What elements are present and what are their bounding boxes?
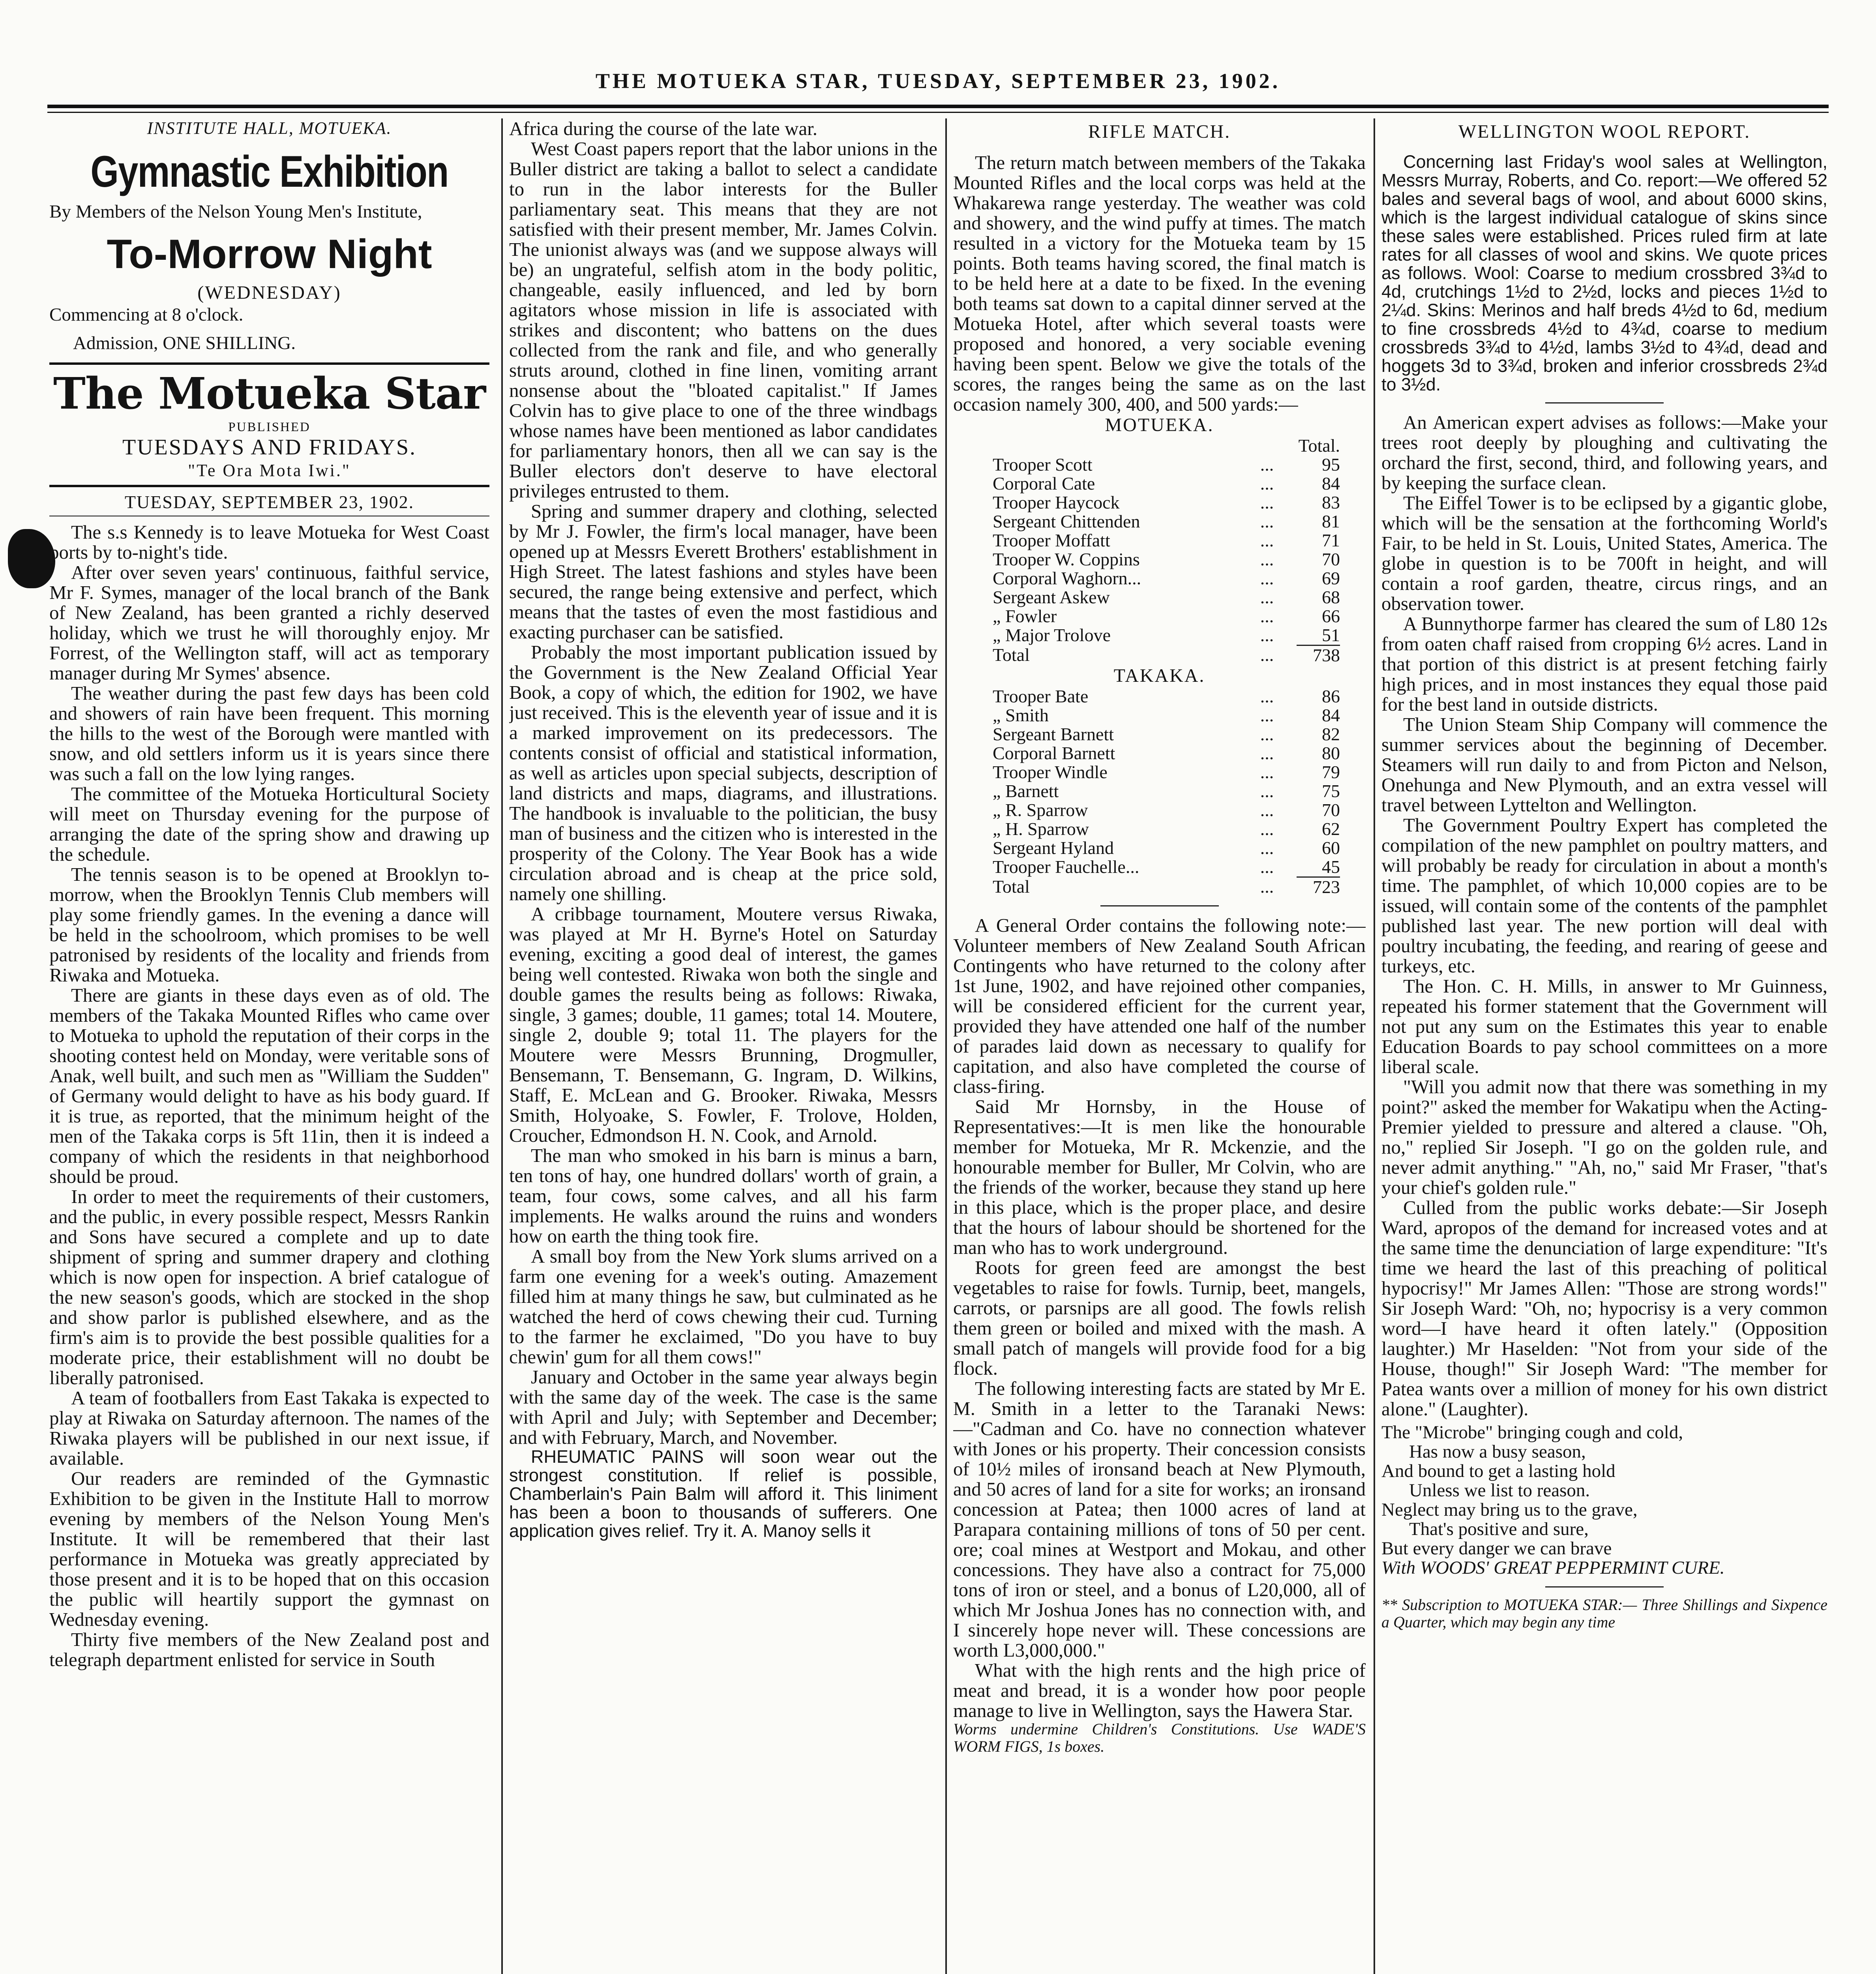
score-row [993,763,1340,782]
separator [1545,402,1664,403]
dots: ... [1260,473,1274,494]
dots: ... [1260,587,1274,607]
advert-paragraph: RHEUMATIC PAINS will soon wear out the strongest constitution. If relief is possible, Chamberlain's Pain Balm will afford it. This liniment has been a boon to thousands of sufferers. One application gives relief. Try it. A. Manoy sells it [509,1447,937,1541]
poem-line: Unless we list to reason. [1409,1480,1590,1501]
news-paragraph: Africa during the course of the late war. [509,118,817,139]
competitor-score: 95 [1322,454,1340,475]
ad-when: To-Morrow Night [107,231,432,277]
worm-figs-footnote: Worms undermine Children's Constitutions. Use WADE'S WORM FIGS, 1s boxes. [953,1720,1366,1755]
rifle-match-heading: RIFLE MATCH. [1088,121,1231,142]
poem-line: And bound to get a lasting hold [1381,1461,1615,1481]
news-paragraph: Said Mr Hornsby, in the House of Representatives:—It is men like the honourable member for Motueka, Mr R. Mckenzie, and the honourable member for Buller, Mr Colvin, who are the friends of the worker, because they stand up here in this place, which is the proper place, and desire that the hours of labour should be shortened for the man who has to work underground. [953,1096,1366,1258]
dots: ... [1260,549,1274,569]
ad-by-line: By Members of the Nelson Young Men's Institute, [49,201,422,222]
score-row [993,626,1340,645]
newspaper-header: THE MOTUEKA STAR, TUESDAY, SEPTEMBER 23, 1902. [595,69,1281,93]
news-paragraph: A General Order contains the following note:—Volunteer members of New Zealand South African Contingents who have returned to the colony after 1st June, 1902, and have rejoined other companies, will be considered efficient for the current year, provided they have attended one half of the number of parades laid down as necessary to qualify for capitation, and also have completed the course of class-firing. [953,914,1366,1097]
news-paragraph: The Hon. C. H. Mills, in answer to Mr Guinness, repeated his former statement that the Government will not put any sum on the Estimates this year to enable Education Boards to pay school committees on a more liberal scale. [1381,975,1827,1077]
score-row [993,744,1340,763]
ad-title: Gymnastic Exhibition [90,147,448,196]
poem-line: But every danger we can brave [1381,1538,1612,1559]
news-paragraph: The return match between members of the Takaka Mounted Rifles and the local corps was held at the Whakarewa range yesterday. The weather was cold and showery, and the wind puffy at times. The match resulted in a victory for the Motueka team by 15 points. Both teams having scored, the final match is to be held here at a date to be fixed. In the evening both teams sat down to a capital dinner served at the Motueka Hotel, after which several toasts were proposed and honored, a very sociable evening having been spent. Below we give the totals of the scores, the ranges being the same as on the last occasion namely 300, 400, and 500 yards:— [953,152,1366,415]
news-paragraph: Our readers are reminded of the Gymnastic Exhibition to be given in the Institute Hall to morrow evening by members of the Nelson Young Men's Institute. It will be remembered that their last performance in Motueka was greatly appreciated by those present and it is to be hoped that on this occasion the public will heartily support the gymnast on Wednesday evening. [49,1467,489,1630]
dots: ... [1260,511,1274,531]
dots: ... [1260,819,1274,839]
ad-time: Commencing at 8 o'clock. [49,304,244,325]
total-value: 738 [1297,645,1340,665]
competitor-score: 82 [1322,724,1340,744]
score-row [993,858,1340,877]
column-2 [509,118,937,1974]
dots: ... [1260,743,1274,763]
competitor-score: 69 [1322,568,1340,588]
news-paragraph: The Government Poultry Expert has completed the compilation of the new pamphlet on poultry matters, and will probably be ready for circulation in about a month's time. The pamphlet, of which 10,000 copies are to be issued, will contain some of the contents of the pamphlet published last year. The new portion will deal with poultry incubating, the feeding, and rearing of geese and turkeys, etc. [1381,814,1827,977]
wool-report: Concerning last Friday's wool sales at Wellington, Messrs Murray, Roberts, and Co. report:—We offered 52 bales and several bags of wool, and about 6000 skins, which is the largest individual catalogue of skins since these sales were established. Prices ruled firm at late rates for all classes of wool and skins. We quote prices as follows. Wool: Coarse to medium crossbred 3¾d to 4d, crutchings 1½d to 2½d, locks and pieces 1½d to 2¼d. Skins: Merinos and half breds 4½d to 6d, medium to fine crossbreds 4½d to 4¾d, coarse to medium crossbreds 3¾d to 4½d, lambs 3½d to 4¾d, dead and hoggets 3d to 3¾d, broken and inferior crossbreds 2¾d to 3½d. [1381,152,1827,394]
news-paragraph: "Will you admit now that there was something in my point?" asked the member for Wakatipu when the Acting-Premier yielded to pressure and altered a clause. "Oh, no," replied Sir Joseph. "I go on the golden rule, and never admit anything." "Ah, no," said Mr Fraser, "that's your chief's golden rule." [1381,1076,1827,1198]
news-paragraph: The weather during the past few days has been cold and showers of rain have been frequent. This morning the hills to the west of the Borough were mantled with snow, and old settlers inform us it is years since there was such a fall on the low lying ranges. [49,682,489,784]
header-rule-thin [47,112,1829,113]
news-paragraph: The Union Steam Ship Company will commence the summer services about the beginning of December. Steamers will run daily to and from Picton and Nelson, Onehunga and New Plymouth, and an extra vessel will travel between Lyttelton and Wellington. [1381,713,1827,816]
header-rule [47,105,1829,108]
score-row [993,588,1340,607]
competitor-score: 84 [1322,473,1340,494]
competitor-score: 71 [1322,530,1340,550]
total-value: 723 [1297,877,1340,897]
dots: ... [1260,625,1274,645]
competitor-score: 45 [1322,857,1340,877]
column-divider [945,118,947,1974]
news-paragraph: There are giants in these days even as of old. The members of the Takaka Mounted Rifles who came over to Motueka to uphold the reputation of their corps in the shooting contest held on Monday, were veritable sons of Anak, well built, and such men as "William the Sudden" of Germany would delight to have as his body guard. If it is true, as reported, that the minimum height of the men of the Takaka corps is 5ft 11in, then it is indeed a company of which the residents in that neighborhood should be proud. [49,984,489,1187]
news-paragraph: The Eiffel Tower is to be eclipsed by a gigantic globe, which will be the sensation at the forthcoming World's Fair, to be held in St. Louis, United States, America. The globe in question is to be 700ft in height, and will contain a roof garden, theatre, circus rings, and an observation tower. [1381,492,1827,614]
competitor-name: „ Fowler [993,606,1057,626]
news-paragraph: The following interesting facts are stated by Mr E. M. Smith in a letter to the Taranaki News:—"Cadman and Co. have no connection whatever with Jones or his property. Their concession consists of 10½ miles of ironsand beach at New Plymouth, and 50 acres of land for a site for works; an ironsand concession at Patea; then 1000 acres of land at Parapara containing millions of tons of 50 per cent. ore; coal mines at Westport and Mokau, and other concessions. They have also a contract for 75,000 tons of iron or steel, and a bonus of L20,000, all of which Mr Joshua Jones has no connection with, and I sincerely hope never will. These concessions are worth L3,000,000." [953,1377,1366,1661]
rule [49,485,489,487]
poem-line: Neglect may bring us to the grave, [1381,1499,1638,1520]
separator [1100,905,1219,906]
poem-line: With WOODS' GREAT PEPPERMINT CURE. [1381,1557,1725,1578]
publication-days: TUESDAYS AND FRIDAYS. [122,435,417,460]
competitor-score: 84 [1322,705,1340,725]
column-3 [953,118,1366,1974]
paper-title: The Motueka Star [53,368,486,419]
score-row [993,801,1340,820]
total-label: Total [993,644,1030,665]
competitor-score: 68 [1322,587,1340,607]
microbe-poem [1381,1423,1827,1578]
competitor-score: 81 [1322,511,1340,531]
dots: ... [1260,838,1274,858]
score-row [993,607,1340,626]
score-row [993,569,1340,588]
paper-motto: "Te Ora Mota Iwi." [188,461,351,480]
dateline: TUESDAY, SEPTEMBER 23, 1902. [124,492,414,512]
competitor-name: Corporal Barnett [993,743,1115,763]
competitor-name: Corporal Cate [993,473,1095,494]
ad-day: (WEDNESDAY) [197,282,341,303]
dots: ... [1260,724,1274,744]
score-row [993,839,1340,858]
poem-line: The "Microbe" bringing cough and cold, [1381,1422,1683,1443]
competitor-name: Trooper Haycock [993,492,1120,512]
competitor-score: 51 [1322,625,1340,645]
motueka-scores-table [993,436,1340,665]
competitor-name: „ Major Trolove [993,625,1111,645]
poem-line: Has now a busy season, [1409,1441,1586,1462]
dots: ... [1260,454,1274,475]
news-paragraph: A cribbage tournament, Moutere versus Riwaka, was played at Mr H. Byrne's Hotel on Saturday evening, exciting a good deal of interest, the games being well contested. Riwaka won both the single and double games the results being as follows: Riwaka, single, 3 games; double, 11 games; total 14. Moutere, single 2, double 9; total 11. The players for the Moutere were Messrs Brunning, Drogmuller, Bensemann, T. Bensemann, G. Ingram, D. Wilkins, Staff, E. McLean and G. Brooker. Riwaka, Messrs Smith, Holyoake, S. Fowler, F. Trolove, Holden, Croucher, Edmondson H. N. Cook, and Arnold. [509,903,937,1146]
competitor-name: „ R. Sparrow [993,800,1088,820]
competitor-score: 79 [1322,762,1340,782]
competitor-name: Trooper W. Coppins [993,549,1140,569]
competitor-score: 66 [1322,606,1340,626]
news-paragraph: A team of footballers from East Takaka is expected to play at Riwaka on Saturday afternoon. The names of the Riwaka players will be published in our next issue, if available. [49,1387,489,1469]
total-column-header: Total. [1298,435,1340,456]
gymnastic-advert [49,118,489,354]
ad-venue: INSTITUTE HALL, MOTUEKA. [147,118,392,138]
team-label-takaka: TAKAKA. [1113,665,1205,686]
news-paragraph: Roots for green feed are amongst the best vegetables to raise for fowls. Turnip, beet, mangels, carrots, or parsnips are all good. The fowls relish them green or boiled and mixed with the mash. A small patch of mangels will provide food for a big flock. [953,1257,1366,1379]
competitor-name: Sergeant Askew [993,587,1110,607]
news-paragraph: Thirty five members of the New Zealand post and telegraph department enlisted for service in South [49,1629,489,1670]
news-paragraph: Culled from the public works debate:—Sir Joseph Ward, apropos of the demand for increased votes and at the same time the denunciation of large expenditure: "It's time we heard the last of this preaching of political hypocrisy!" Mr James Allen: "Those are strong words!" Sir Joseph Ward: "Oh, no; hypocrisy is a very common word—I have heard it often lately." (Opposition laughter.) Mr Haselden: "Not from your side of the House, though!" Sir Joseph Ward: "The member for Patea wants over a million of money for his own district alone." (Laughter). [1381,1197,1827,1420]
column-divider [501,118,503,1974]
competitor-score: 62 [1322,819,1340,839]
wool-report-heading: WELLINGTON WOOL REPORT. [1458,121,1751,142]
competitor-name: Trooper Scott [993,454,1093,475]
score-row [993,725,1340,744]
competitor-name: Corporal Waghorn... [993,568,1141,588]
takaka-scores-table [993,687,1340,897]
news-paragraph: A small boy from the New York slums arrived on a farm one evening for a week's outing. Amazement filled him at many things he saw, but culminated as he watched the herd of cows chewing their cud. Turning to the farmer he exclaimed, "Do you have to buy chewin' gum for all them cows!" [509,1245,937,1368]
competitor-score: 60 [1322,838,1340,858]
competitor-score: 86 [1322,686,1340,706]
competitor-name: Sergeant Chittenden [993,511,1140,531]
separator [1545,1586,1664,1587]
news-paragraph: In order to meet the requirements of their customers, and the public, in every possible respect, Messrs Rankin and Sons have secured a complete and up to date shipment of spring and summer drapery and clothing which is now open for inspection. A brief catalogue of the new season's goods, which are stocked in the shop and show parlor is published elsewhere, and as the firm's aim is to provide the best possible qualities for a moderate price, their establishment will no doubt be liberally patronised. [49,1186,489,1389]
dots: ... [1260,876,1274,897]
published-label: PUBLISHED [228,420,311,434]
competitor-name: Trooper Bate [993,686,1089,706]
poem-line: That's positive and sure, [1409,1519,1589,1539]
news-paragraph: The man who smoked in his barn is minus a barn, ten tons of hay, one hundred dollars' worth of grain, a team, four cows, some calves, and all his farm implements. He walks around the ruins and wonders how on earth the thing took fire. [509,1145,937,1247]
dots: ... [1260,705,1274,725]
dots: ... [1260,800,1274,820]
news-paragraph: January and October in the same year always begin with the same day of the week. The case is the same with April and July; with September and December; and with February, March, and November. [509,1366,937,1448]
team-label-motueka: MOTUEKA. [1105,415,1214,435]
news-paragraph: Spring and summer drapery and clothing, selected by Mr J. Fowler, the firm's local manager, have been opened up at Messrs Everett Brothers' establishment in High Street. The latest fashions and styles have been secured, the range being extensive and perfect, which means that the tastes of even the most fastidious and exacting purchaser can be satisfied. [509,500,937,643]
competitor-name: Sergeant Hyland [993,838,1114,858]
news-paragraph: A Bunnythorpe farmer has cleared the sum of L80 12s from oaten chaff raised from cropping 6½ acres. Land in that portion of this district is at present fetching fairly high prices, and in most instances they equal those paid for the best land in outside districts. [1381,613,1827,715]
news-paragraph: West Coast papers report that the labor unions in the Buller district are taking a ballot to select a candidate to run in the labor interests for the Buller parliamentary seat. This means that they are not satisfied with their present member, Mr. James Colvin. The unionist always was (and we suppose always will be) an ungrateful, selfish atom in the body politic, changeable, easily influenced, and led by born agitators whose mission in life is associated with strikes and discontent; who battens on the dues collected from the rank and file, and who generally struts around, clothed in fine linen, vomiting arrant nonsense about the "bloated capitalist." If James Colvin has to give place to one of the three windbags whose names have been mentioned as labor candidates for parliamentary honors, then all we can say is the Buller electors don't deserve to have electoral privileges entrusted to them. [509,138,937,502]
competitor-name: „ Smith [993,705,1049,725]
dots: ... [1260,857,1274,877]
news-paragraph: The tennis season is to be opened at Brooklyn to-morrow, when the Brooklyn Tennis Club members will play some friendly games. In the evening a dance will be held in the schoolroom, which promises to be well patronised by residents of the locality and friends from Riwaka and Motueka. [49,863,489,986]
dots: ... [1260,568,1274,588]
rule [49,362,489,365]
dots: ... [1260,686,1274,706]
score-row [993,782,1340,801]
column-1 [49,118,489,1974]
dots: ... [1260,492,1274,512]
competitor-score: 83 [1322,492,1340,512]
competitor-score: 70 [1322,549,1340,569]
dots: ... [1260,644,1274,665]
total-label: Total [993,876,1030,897]
score-row [993,531,1340,550]
score-row [993,474,1340,493]
competitor-name: Sergeant Barnett [993,724,1114,744]
column-4 [1381,118,1827,1974]
score-row [993,493,1340,512]
competitor-name: Trooper Windle [993,762,1108,782]
competitor-name: Trooper Moffatt [993,530,1110,550]
news-paragraph: The committee of the Motueka Horticultural Society will meet on Thursday evening for the purpose of arranging the date of the spring show and drawing up the schedule. [49,783,489,865]
score-row [993,455,1340,474]
news-paragraph: The s.s Kennedy is to leave Motueka for West Coast ports by to-night's tide. [49,521,489,563]
dots: ... [1260,530,1274,550]
news-paragraph: What with the high rents and the high price of meat and bread, it is a wonder how poor people manage to live in Wellington, says the Hawera Star. [953,1659,1366,1721]
competitor-name: „ H. Sparrow [993,819,1089,839]
score-row [993,706,1340,725]
dots: ... [1260,762,1274,782]
competitor-score: 80 [1322,743,1340,763]
score-row [993,550,1340,569]
dots: ... [1260,606,1274,626]
competitor-score: 75 [1322,781,1340,801]
score-row [993,512,1340,531]
competitor-name: „ Barnett [993,781,1059,801]
competitor-name: Trooper Fauchelle... [993,857,1139,877]
subscription-footnote: ** Subscription to MOTUEKA STAR:— Three Shillings and Sixpence a Quarter, which may begin any time [1381,1596,1827,1631]
competitor-score: 70 [1322,800,1340,820]
ink-blot [8,529,55,588]
dots: ... [1260,781,1274,801]
news-paragraph: After over seven years' continuous, faithful service, Mr F. Symes, manager of the local branch of the Bank of New Zealand, has been granted a richly deserved holiday, which we trust he will thoroughly enjoy. Mr Forrest, of the Wellington staff, will act as temporary manager during Mr Symes' absence. [49,561,489,684]
news-paragraph: Probably the most important publication issued by the Government is the New Zealand Official Year Book, a copy of which, the edition for 1902, we have just received. This is the eleventh year of issue and it is a marked improvement on its predecessors. The contents consist of official and statistical information, as well as articles upon special subjects, description of land districts and maps, diagrams, and illustrations. The handbook is invaluable to the politician, the busy man of business and the citizen who is interested in the prosperity of the Colony. The Year Book has a wide circulation abroad and is cheap at the price sold, namely one shilling. [509,641,937,904]
score-row [993,820,1340,839]
news-paragraph: An American expert advises as follows:—Make your trees root deeply by ploughing and cultivating the orchard the first, second, third, and following years, and by keeping the surface clean. [1381,411,1827,494]
score-row [993,687,1340,706]
column-divider [1374,118,1375,1974]
ad-admission: Admission, ONE SHILLING. [73,333,296,353]
